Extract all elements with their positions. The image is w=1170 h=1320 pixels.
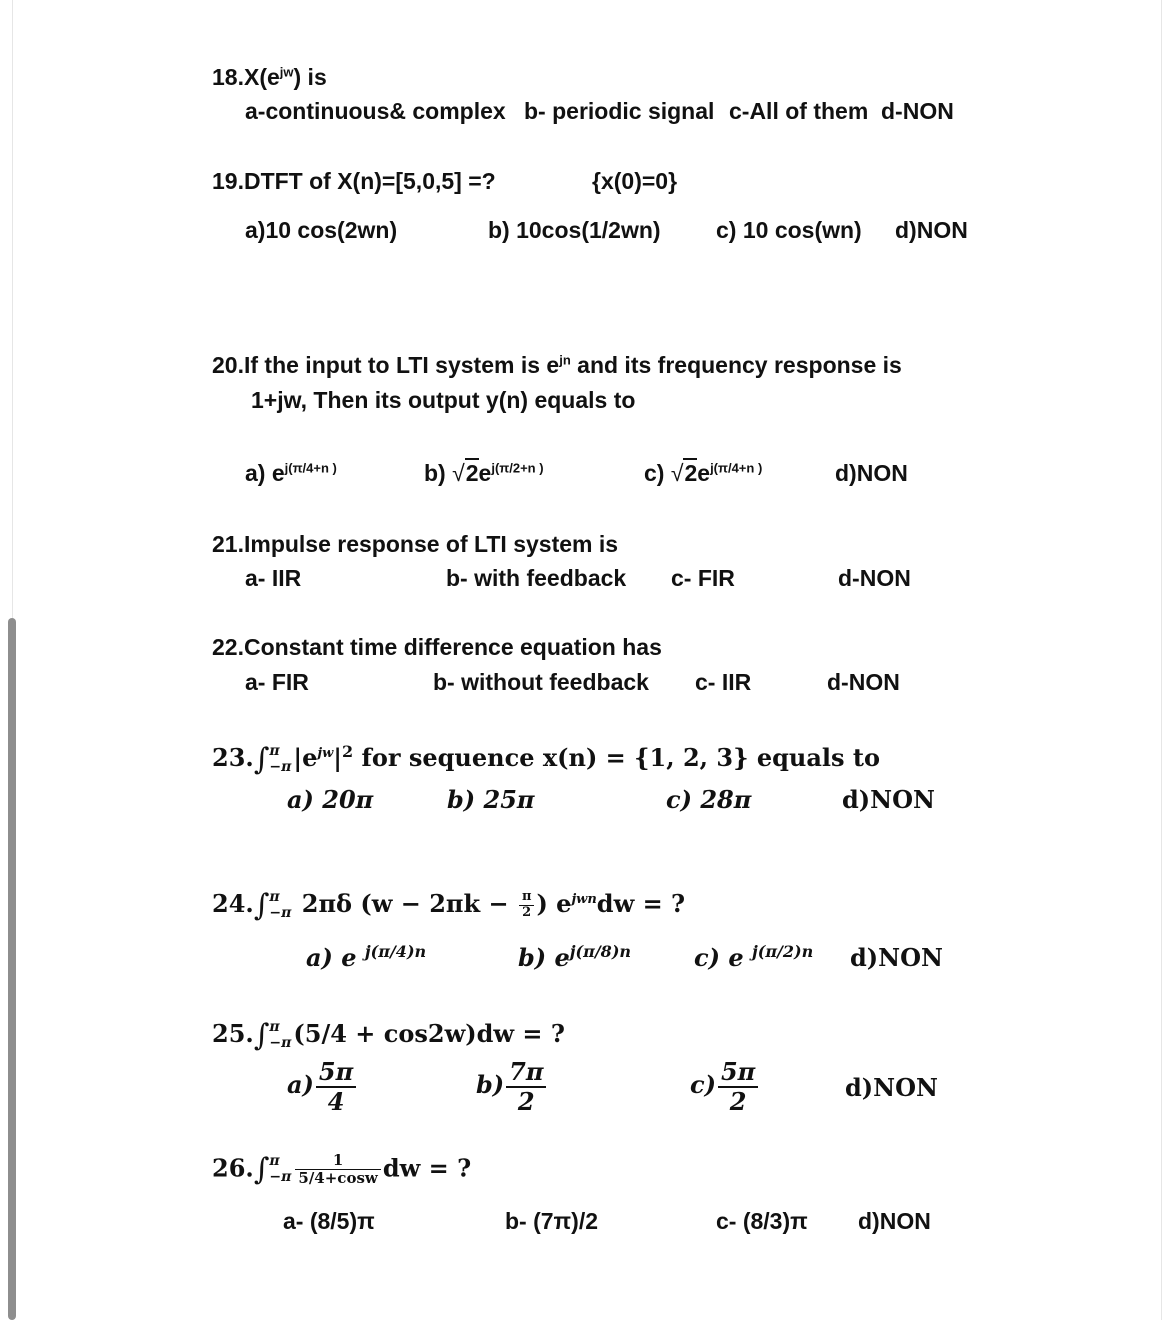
q24-option-a: a) e $^{j(\pi/4)n}$ <box>306 942 427 972</box>
q24-option-b: b) $e^{j(\pi/8)n}$ <box>518 942 632 972</box>
q25-option-b: b) $\frac{7\pi}{2}$ <box>476 1058 548 1115</box>
q20-option-d: d)NON <box>835 460 908 486</box>
q21-option-b: b- with feedback <box>446 565 627 591</box>
q23-option-a: a) 20π <box>287 785 374 814</box>
q23-option-d: d)NON <box>842 785 935 814</box>
q25-option-a: a) $\frac{5\pi}{4}$ <box>287 1058 358 1115</box>
question-19-title: 19.DTFT of X(n)=[5,0,5] =? <box>212 168 496 194</box>
integral-sign: ∫ <box>253 1152 270 1188</box>
q20-option-b: b) $√2e^{j(\pi/2+n )}$ <box>424 460 544 486</box>
q25-option-c: c) $\frac{5\pi}{2}$ <box>690 1058 760 1115</box>
q19-option-a: a)10 cos(2wn) <box>245 217 398 243</box>
q18-option-c: c-All of them <box>729 98 869 124</box>
question-20-line2: 1+jw, Then its output y(n) equals to <box>251 387 636 413</box>
question-24-title: 24.∫ π −π 2πδ (w − 2πk − $\frac{\pi}{2}$ ) $e^{jwn}dw$ = ? <box>212 888 686 923</box>
q19-option-d: d)NON <box>895 217 968 243</box>
integral-sign: ∫ <box>253 742 270 777</box>
q18-option-d: d-NON <box>881 98 954 124</box>
q22-option-d: d-NON <box>827 669 900 695</box>
q22-option-c: c- IIR <box>695 669 752 695</box>
question-18-title: $18.X(e^{jw})$ is <box>212 64 327 90</box>
q22-option-b: b- without feedback <box>433 669 649 695</box>
q19-option-c: c) 10 cos(wn) <box>716 217 862 243</box>
q26-option-b: b- (7π)/2 <box>505 1208 598 1234</box>
q24-option-c: c) e $^{j(\pi/2)n}$ <box>694 942 814 972</box>
q24-option-d: d)NON <box>850 943 943 972</box>
question-26-title: 26.∫ π −π $\frac{1}{5/4+\cos w}$ dw = ? <box>212 1151 472 1188</box>
scrollbar[interactable] <box>8 618 16 1320</box>
question-25-title: 25.∫ π −π (5/4 + cos2w)dw = ? <box>212 1018 565 1053</box>
q19-option-b: b) 10cos(1/2wn) <box>488 217 661 243</box>
integral-sign: ∫ <box>253 888 270 923</box>
q25-option-d: d)NON <box>845 1073 938 1102</box>
q26-option-c: c- (8/3)π <box>716 1208 808 1234</box>
integral-sign: ∫ <box>253 1018 270 1053</box>
q26-option-a: a- (8/5)π <box>283 1208 375 1234</box>
q26-option-d: d)NON <box>858 1208 931 1234</box>
q21-option-a: a- IIR <box>245 565 302 591</box>
q21-option-d: d-NON <box>838 565 911 591</box>
question-23-title: 23.∫ π −π $|e^{jw}|^2$ for sequence x(n) = {1, 2, 3} equals to <box>212 742 880 777</box>
q22-option-a: a- FIR <box>245 669 309 695</box>
question-22-title: 22.Constant time difference equation has <box>212 634 662 660</box>
q18-option-a: a-continuous& complex <box>245 98 506 124</box>
q21-option-c: c- FIR <box>671 565 735 591</box>
question-19-note: {x(0)=0} <box>592 168 678 194</box>
q23-option-c: c) 28π <box>666 785 752 814</box>
q20-option-c: c) $√2e^{j(\pi/4+n )}$ <box>644 460 763 486</box>
document-page <box>12 0 1162 1320</box>
question-21-title: 21.Impulse response of LTI system is <box>212 531 619 557</box>
q18-option-b: b- periodic signal <box>524 98 715 124</box>
q23-option-b: b) 25π <box>447 785 535 814</box>
question-20-line1: 20.If the input to LTI system is $e^{jn}$ and its frequency response is <box>212 352 902 378</box>
q20-option-a: a) $e^{j(\pi/4+n )}$ <box>245 460 337 486</box>
